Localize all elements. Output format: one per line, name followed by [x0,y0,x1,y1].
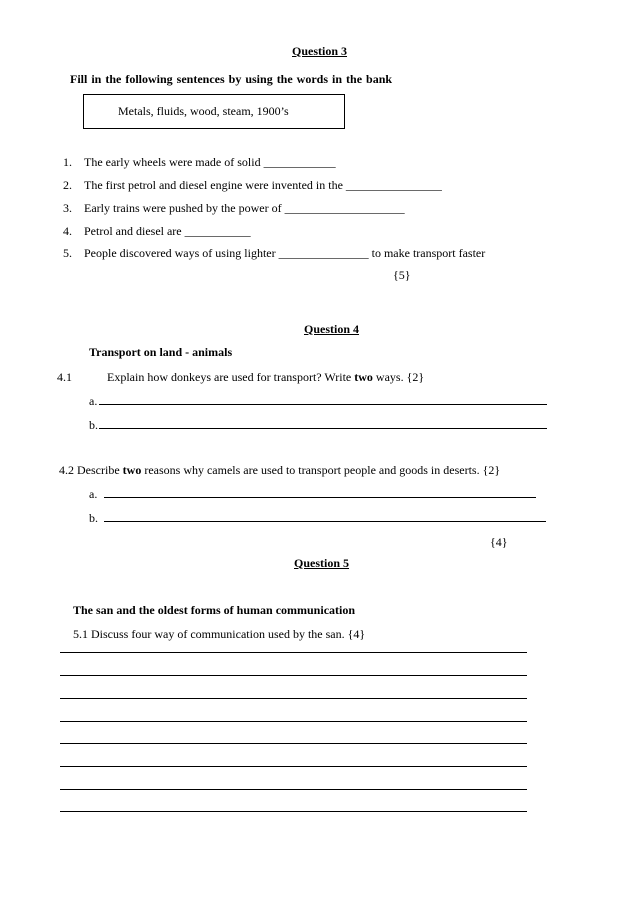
list-item-number: 3. [63,201,72,215]
question-4-title: Question 4 [304,322,360,336]
list-item-text: Early trains were pushed by the power of ____________________ [84,201,405,215]
question-4-marks: {4} [490,535,508,549]
question-3-marks: {5} [393,268,411,282]
answer-line[interactable] [99,428,547,429]
answer-line[interactable] [60,675,527,676]
word-bank-box [83,94,345,129]
answer-line[interactable] [60,811,527,812]
question-3-instruction: Fill in the following sentences by using the words in the bank [70,72,393,86]
list-item-number: 1. [63,155,72,169]
list-item-number: 4. [63,224,72,238]
list-item-number: 2. [63,178,72,192]
answer-label: a. [89,487,98,501]
question-4-1-text: Explain how donkeys are used for transport? Write two ways. {2} [107,370,425,384]
list-item-text: The first petrol and diesel engine were invented in the ________________ [84,178,442,192]
answer-label: b. [89,418,98,432]
answer-line[interactable] [99,404,547,405]
word-bank-text: Metals, fluids, wood, steam, 1900’s [118,104,289,118]
question-5-subtitle: The san and the oldest forms of human communication [73,603,356,617]
emphasis-word: two [122,463,142,477]
answer-label: a. [89,394,98,408]
question-5-title: Question 5 [294,556,350,570]
answer-line[interactable] [60,789,527,790]
list-item-text: The early wheels were made of solid ____________ [84,155,336,169]
list-item-text: People discovered ways of using lighter _______________ to make transport faster [84,246,486,260]
question-5-1-text: 5.1 Discuss four way of communication used by the san. {4} [73,627,366,641]
answer-line[interactable] [60,652,527,653]
question-3-title: Question 3 [292,44,348,58]
emphasis-word: two [354,370,373,384]
answer-line[interactable] [104,521,546,522]
answer-line[interactable] [60,721,527,722]
list-item-text: Petrol and diesel are ___________ [84,224,251,238]
question-4-2-text: 4.2 Describe two reasons why camels are used to transport people and goods in deserts. {2} [59,463,501,477]
answer-line[interactable] [104,497,536,498]
answer-line[interactable] [60,698,527,699]
answer-line[interactable] [60,766,527,767]
question-4-1-number: 4.1 [57,370,72,384]
answer-line[interactable] [60,743,527,744]
question-4-subtitle: Transport on land - animals [89,345,233,359]
list-item-number: 5. [63,246,72,260]
answer-label: b. [89,511,98,525]
